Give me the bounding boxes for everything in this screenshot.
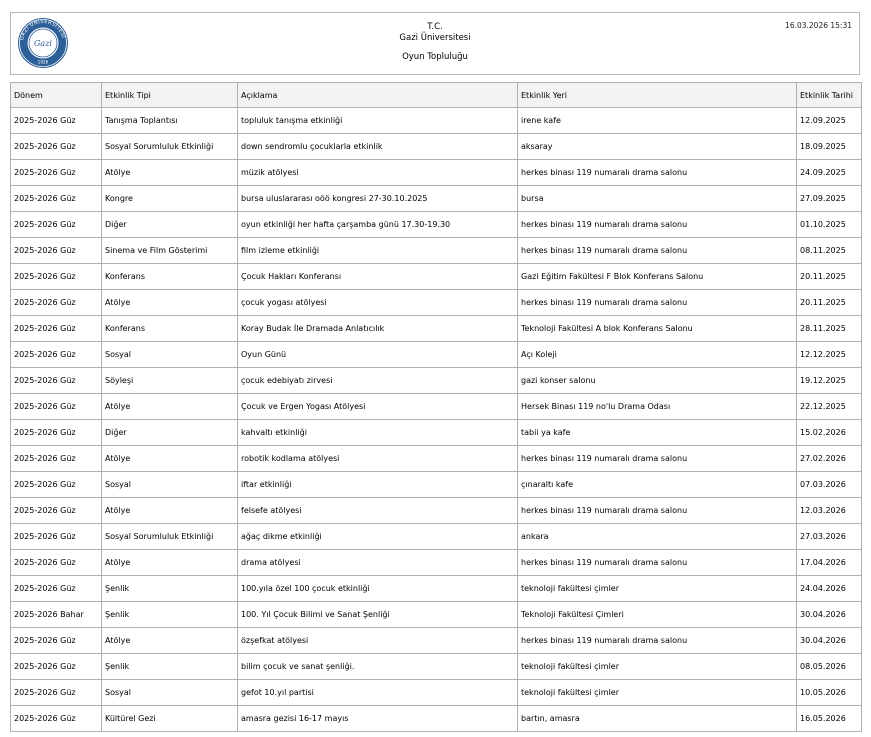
cell-aciklama: çocuk edebiyatı zirvesi bbox=[238, 368, 518, 394]
cell-etkinlik-tipi: Sosyal Sorumluluk Etkinliği bbox=[102, 134, 238, 160]
table-row bbox=[11, 420, 862, 446]
cell-etkinlik-tipi: Şenlik bbox=[102, 576, 238, 602]
cell-etkinlik-tipi: Atölye bbox=[102, 498, 238, 524]
cell-etkinlik-yeri: ankara bbox=[518, 524, 797, 550]
cell-aciklama: drama atölyesi bbox=[238, 550, 518, 576]
cell-etkinlik-tipi: Kongre bbox=[102, 186, 238, 212]
cell-aciklama: müzik atölyesi bbox=[238, 160, 518, 186]
table-row bbox=[11, 680, 862, 706]
cell-donem: 2025-2026 Güz bbox=[11, 108, 102, 134]
cell-etkinlik-tarihi: 12.03.2026 bbox=[797, 498, 862, 524]
cell-etkinlik-tipi: Sosyal bbox=[102, 342, 238, 368]
cell-etkinlik-tarihi: 08.05.2026 bbox=[797, 654, 862, 680]
cell-aciklama: Oyun Günü bbox=[238, 342, 518, 368]
table-row bbox=[11, 628, 862, 654]
cell-aciklama: bursa uluslararası oöö kongresi 27-30.10.2025 bbox=[238, 186, 518, 212]
cell-donem: 2025-2026 Güz bbox=[11, 368, 102, 394]
cell-etkinlik-yeri: Teknoloji Fakültesi Çimleri bbox=[518, 602, 797, 628]
cell-etkinlik-tipi: Diğer bbox=[102, 212, 238, 238]
cell-etkinlik-tipi: Şenlik bbox=[102, 654, 238, 680]
cell-etkinlik-tipi: Tanışma Toplantısı bbox=[102, 108, 238, 134]
cell-etkinlik-tarihi: 20.11.2025 bbox=[797, 290, 862, 316]
report-title-block bbox=[11, 22, 859, 63]
cell-etkinlik-yeri: herkes binası 119 numaralı drama salonu bbox=[518, 212, 797, 238]
cell-etkinlik-tarihi: 30.04.2026 bbox=[797, 602, 862, 628]
cell-etkinlik-tipi: Atölye bbox=[102, 550, 238, 576]
cell-aciklama: iftar etkinliği bbox=[238, 472, 518, 498]
table-row bbox=[11, 446, 862, 472]
table-row bbox=[11, 524, 862, 550]
cell-etkinlik-tarihi: 24.09.2025 bbox=[797, 160, 862, 186]
cell-donem: 2025-2026 Güz bbox=[11, 524, 102, 550]
cell-aciklama: gefot 10.yıl partisi bbox=[238, 680, 518, 706]
cell-etkinlik-yeri: herkes binası 119 numaralı drama salonu bbox=[518, 628, 797, 654]
cell-aciklama: robotik kodlama atölyesi bbox=[238, 446, 518, 472]
cell-etkinlik-tipi: Konferans bbox=[102, 264, 238, 290]
cell-etkinlik-tarihi: 18.09.2025 bbox=[797, 134, 862, 160]
cell-etkinlik-tipi: Sosyal bbox=[102, 472, 238, 498]
cell-etkinlik-yeri: teknoloji fakültesi çimler bbox=[518, 576, 797, 602]
cell-etkinlik-yeri: aksaray bbox=[518, 134, 797, 160]
cell-etkinlik-tarihi: 28.11.2025 bbox=[797, 316, 862, 342]
cell-aciklama: film izleme etkinliği bbox=[238, 238, 518, 264]
cell-donem: 2025-2026 Güz bbox=[11, 134, 102, 160]
cell-donem: 2025-2026 Güz bbox=[11, 550, 102, 576]
cell-etkinlik-tipi: Atölye bbox=[102, 394, 238, 420]
table-header-row bbox=[11, 83, 862, 108]
cell-etkinlik-yeri: teknoloji fakültesi çimler bbox=[518, 654, 797, 680]
table-row bbox=[11, 264, 862, 290]
cell-etkinlik-tarihi: 10.05.2026 bbox=[797, 680, 862, 706]
cell-donem: 2025-2026 Güz bbox=[11, 394, 102, 420]
cell-etkinlik-yeri: bursa bbox=[518, 186, 797, 212]
cell-donem: 2025-2026 Güz bbox=[11, 446, 102, 472]
cell-etkinlik-yeri: herkes binası 119 numaralı drama salonu bbox=[518, 550, 797, 576]
cell-aciklama: oyun etkinliği her hafta çarşamba günü 17.30-19.30 bbox=[238, 212, 518, 238]
cell-etkinlik-tarihi: 24.04.2026 bbox=[797, 576, 862, 602]
table-row bbox=[11, 654, 862, 680]
cell-etkinlik-tarihi: 19.12.2025 bbox=[797, 368, 862, 394]
activities-table bbox=[10, 82, 862, 732]
report-header bbox=[10, 12, 860, 75]
cell-etkinlik-yeri: Teknoloji Fakültesi A blok Konferans Salonu bbox=[518, 316, 797, 342]
column-header-etkinlik-tarihi: Etkinlik Tarihi bbox=[797, 83, 862, 108]
cell-etkinlik-tipi: Sinema ve Film Gösterimi bbox=[102, 238, 238, 264]
cell-etkinlik-yeri: herkes binası 119 numaralı drama salonu bbox=[518, 290, 797, 316]
cell-donem: 2025-2026 Güz bbox=[11, 316, 102, 342]
header-line-club: Oyun Topluluğu bbox=[402, 52, 468, 62]
cell-etkinlik-yeri: Hersek Binası 119 no'lu Drama Odası bbox=[518, 394, 797, 420]
cell-etkinlik-tarihi: 27.09.2025 bbox=[797, 186, 862, 212]
table-row bbox=[11, 576, 862, 602]
table-row bbox=[11, 394, 862, 420]
cell-etkinlik-tarihi: 01.10.2025 bbox=[797, 212, 862, 238]
cell-aciklama: down sendromlu çocuklarla etkinlik bbox=[238, 134, 518, 160]
cell-etkinlik-yeri: tabii ya kafe bbox=[518, 420, 797, 446]
cell-aciklama: 100.yıla özel 100 çocuk etkinliği bbox=[238, 576, 518, 602]
cell-etkinlik-tarihi: 08.11.2025 bbox=[797, 238, 862, 264]
cell-etkinlik-tarihi: 17.04.2026 bbox=[797, 550, 862, 576]
cell-etkinlik-tipi: Sosyal bbox=[102, 680, 238, 706]
cell-etkinlik-yeri: Açı Koleji bbox=[518, 342, 797, 368]
table-row bbox=[11, 212, 862, 238]
cell-etkinlik-yeri: herkes binası 119 numaralı drama salonu bbox=[518, 446, 797, 472]
cell-etkinlik-tarihi: 20.11.2025 bbox=[797, 264, 862, 290]
cell-donem: 2025-2026 Güz bbox=[11, 212, 102, 238]
cell-etkinlik-tarihi: 30.04.2026 bbox=[797, 628, 862, 654]
cell-donem: 2025-2026 Güz bbox=[11, 160, 102, 186]
table-row bbox=[11, 368, 862, 394]
cell-etkinlik-tipi: Şenlik bbox=[102, 602, 238, 628]
table-row bbox=[11, 186, 862, 212]
table-row bbox=[11, 108, 862, 134]
header-line-university: Gazi Üniversitesi bbox=[399, 33, 471, 43]
cell-donem: 2025-2026 Güz bbox=[11, 498, 102, 524]
table-row bbox=[11, 134, 862, 160]
header-line-tc: T.C. bbox=[427, 22, 443, 32]
table-body bbox=[11, 108, 862, 732]
cell-etkinlik-tarihi: 07.03.2026 bbox=[797, 472, 862, 498]
table-row bbox=[11, 550, 862, 576]
cell-aciklama: çocuk yogası atölyesi bbox=[238, 290, 518, 316]
cell-etkinlik-tipi: Diğer bbox=[102, 420, 238, 446]
cell-etkinlik-tarihi: 12.12.2025 bbox=[797, 342, 862, 368]
cell-etkinlik-yeri: Gazi Eğitim Fakültesi F Blok Konferans Salonu bbox=[518, 264, 797, 290]
cell-aciklama: felsefe atölyesi bbox=[238, 498, 518, 524]
cell-donem: 2025-2026 Güz bbox=[11, 290, 102, 316]
column-header-etkinlik-yeri: Etkinlik Yeri bbox=[518, 83, 797, 108]
table-row bbox=[11, 498, 862, 524]
cell-etkinlik-yeri: herkes binası 119 numaralı drama salonu bbox=[518, 498, 797, 524]
table-row bbox=[11, 290, 862, 316]
logo-center-text: Gazi bbox=[34, 39, 52, 48]
cell-etkinlik-yeri: gazi konser salonu bbox=[518, 368, 797, 394]
cell-donem: 2025-2026 Güz bbox=[11, 628, 102, 654]
cell-donem: 2025-2026 Güz bbox=[11, 420, 102, 446]
cell-etkinlik-tarihi: 15.02.2026 bbox=[797, 420, 862, 446]
logo-ring-text: GAZİ ÜNİVERSİTESİ bbox=[19, 18, 67, 42]
cell-aciklama: Koray Budak İle Dramada Anlatıcılık bbox=[238, 316, 518, 342]
cell-etkinlik-tipi: Atölye bbox=[102, 628, 238, 654]
cell-etkinlik-yeri: çınaraltı kafe bbox=[518, 472, 797, 498]
cell-donem: 2025-2026 Güz bbox=[11, 654, 102, 680]
cell-aciklama: özşefkat atölyesi bbox=[238, 628, 518, 654]
cell-etkinlik-yeri: herkes binası 119 numaralı drama salonu bbox=[518, 238, 797, 264]
cell-etkinlik-tarihi: 22.12.2025 bbox=[797, 394, 862, 420]
table-row bbox=[11, 316, 862, 342]
table-row bbox=[11, 706, 862, 732]
cell-etkinlik-yeri: bartın, amasra bbox=[518, 706, 797, 732]
cell-donem: 2025-2026 Güz bbox=[11, 576, 102, 602]
table-row bbox=[11, 238, 862, 264]
print-timestamp: 16.03.2026 15:31 bbox=[785, 21, 852, 30]
table-row bbox=[11, 342, 862, 368]
cell-aciklama: topluluk tanışma etkinliği bbox=[238, 108, 518, 134]
cell-etkinlik-tarihi: 12.09.2025 bbox=[797, 108, 862, 134]
cell-etkinlik-yeri: teknoloji fakültesi çimler bbox=[518, 680, 797, 706]
table-row bbox=[11, 602, 862, 628]
cell-etkinlik-tarihi: 27.03.2026 bbox=[797, 524, 862, 550]
cell-aciklama: amasra gezisi 16-17 mayıs bbox=[238, 706, 518, 732]
cell-etkinlik-tipi: Atölye bbox=[102, 160, 238, 186]
cell-aciklama: bilim çocuk ve sanat şenliği. bbox=[238, 654, 518, 680]
cell-aciklama: ağaç dikme etkinliği bbox=[238, 524, 518, 550]
cell-donem: 2025-2026 Güz bbox=[11, 706, 102, 732]
cell-etkinlik-tipi: Sosyal Sorumluluk Etkinliği bbox=[102, 524, 238, 550]
column-header-aciklama: Açıklama bbox=[238, 83, 518, 108]
cell-aciklama: Çocuk ve Ergen Yogası Atölyesi bbox=[238, 394, 518, 420]
logo-year: 1926 bbox=[37, 59, 49, 65]
cell-donem: 2025-2026 Güz bbox=[11, 264, 102, 290]
table-row bbox=[11, 472, 862, 498]
cell-donem: 2025-2026 Güz bbox=[11, 186, 102, 212]
cell-etkinlik-tipi: Atölye bbox=[102, 290, 238, 316]
cell-etkinlik-tarihi: 16.05.2026 bbox=[797, 706, 862, 732]
cell-aciklama: 100. Yıl Çocuk Bilimi ve Sanat Şenliği bbox=[238, 602, 518, 628]
cell-etkinlik-tipi: Atölye bbox=[102, 446, 238, 472]
cell-donem: 2025-2026 Bahar bbox=[11, 602, 102, 628]
column-header-donem: Dönem bbox=[11, 83, 102, 108]
cell-donem: 2025-2026 Güz bbox=[11, 680, 102, 706]
cell-etkinlik-yeri: irene kafe bbox=[518, 108, 797, 134]
table-row bbox=[11, 160, 862, 186]
cell-donem: 2025-2026 Güz bbox=[11, 342, 102, 368]
cell-donem: 2025-2026 Güz bbox=[11, 238, 102, 264]
column-header-etkinlik-tipi: Etkinlik Tipi bbox=[102, 83, 238, 108]
cell-etkinlik-tipi: Kültürel Gezi bbox=[102, 706, 238, 732]
cell-aciklama: Çocuk Hakları Konferansı bbox=[238, 264, 518, 290]
cell-etkinlik-tipi: Konferans bbox=[102, 316, 238, 342]
cell-aciklama: kahvaltı etkinliği bbox=[238, 420, 518, 446]
cell-etkinlik-yeri: herkes binası 119 numaralı drama salonu bbox=[518, 160, 797, 186]
cell-etkinlik-tarihi: 27.02.2026 bbox=[797, 446, 862, 472]
cell-etkinlik-tipi: Söyleşi bbox=[102, 368, 238, 394]
cell-donem: 2025-2026 Güz bbox=[11, 472, 102, 498]
